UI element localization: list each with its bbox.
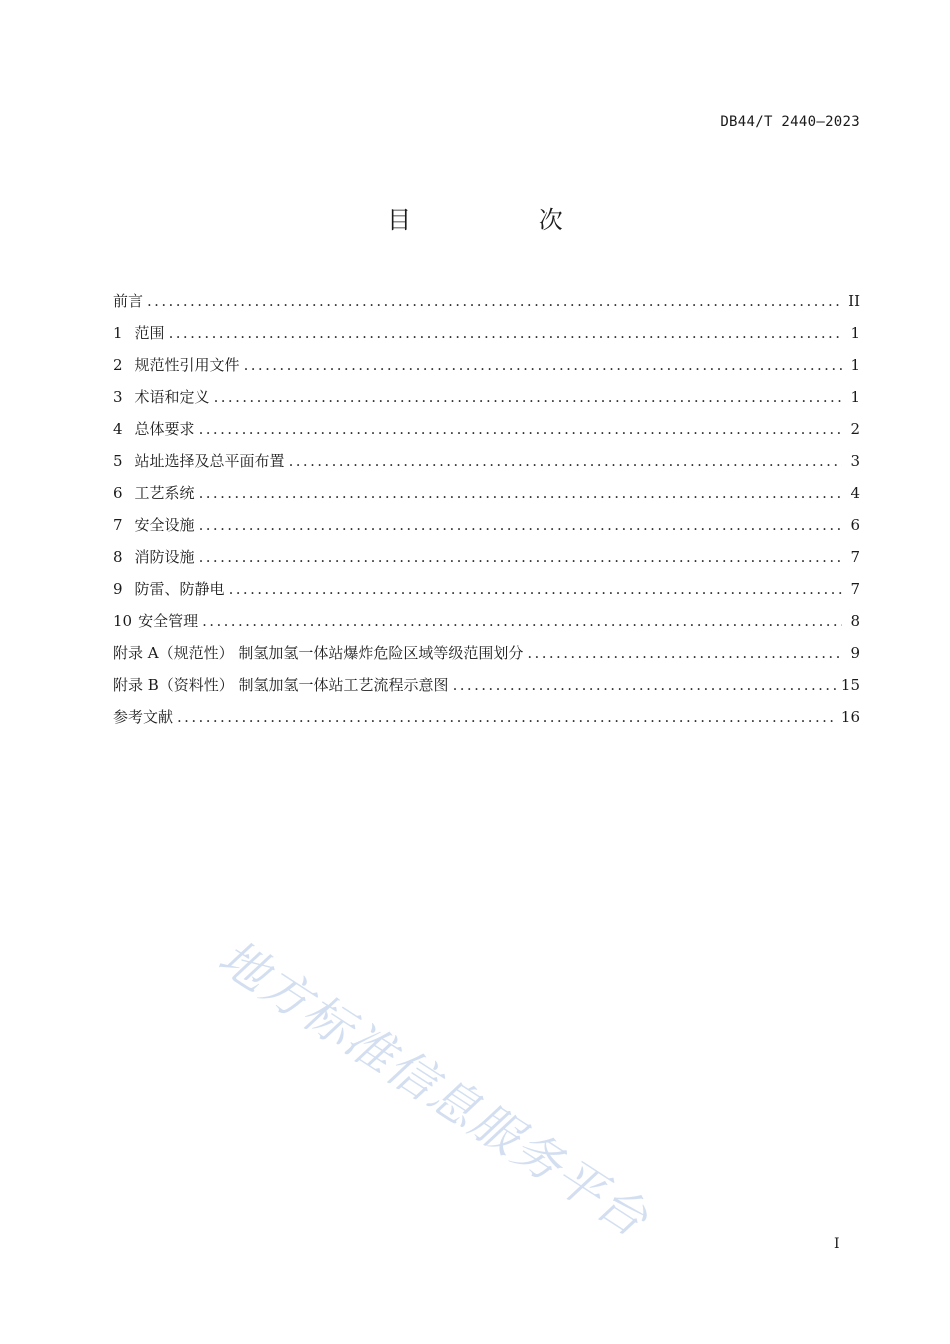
toc-entry-lightning-static[interactable] bbox=[113, 573, 860, 605]
toc-entry-normative-references[interactable] bbox=[113, 349, 860, 381]
toc-entry-page: 2 bbox=[850, 420, 860, 438]
toc-entry-number: 10 bbox=[113, 612, 133, 630]
toc-entry-process-system[interactable] bbox=[113, 477, 860, 509]
toc-entry-terms-definitions[interactable] bbox=[113, 381, 860, 413]
toc-entry-number: 8 bbox=[113, 548, 123, 566]
toc-entry-page: 7 bbox=[850, 580, 860, 598]
toc-entry-page: 16 bbox=[840, 708, 860, 726]
toc-entry-label: 参考文献 bbox=[113, 708, 174, 726]
toc-entry-appendix-a[interactable] bbox=[113, 637, 860, 669]
toc-entry-general-requirements[interactable] bbox=[113, 413, 860, 445]
toc-entry-label: 安全设施 bbox=[134, 516, 195, 534]
toc-entry-appendix-b[interactable] bbox=[113, 669, 860, 701]
toc-leader-dots bbox=[177, 701, 837, 733]
toc-entry-scope[interactable] bbox=[113, 317, 860, 349]
toc-entry-number: 7 bbox=[113, 516, 123, 534]
toc-leader-dots bbox=[453, 669, 837, 701]
toc-entry-page: 8 bbox=[850, 612, 860, 630]
toc-entry-label: 防雷、防静电 bbox=[134, 580, 225, 598]
toc-leader-dots bbox=[147, 285, 842, 317]
toc-entry-label: 消防设施 bbox=[134, 548, 195, 566]
toc-entry-page: 15 bbox=[840, 676, 860, 694]
toc-leader-dots bbox=[199, 541, 842, 573]
watermark: 地方标准信息服务平台 bbox=[208, 929, 659, 1249]
toc-leader-dots bbox=[199, 477, 842, 509]
toc-entry-number: 9 bbox=[113, 580, 123, 598]
toc-entry-number: 6 bbox=[113, 484, 123, 502]
toc-entry-label: 术语和定义 bbox=[134, 388, 210, 406]
toc-leader-dots bbox=[527, 637, 842, 669]
toc-entry-page: 6 bbox=[850, 516, 860, 534]
toc-entry-safety-facilities[interactable] bbox=[113, 509, 860, 541]
toc-entry-label: 附录 A（规范性） 制氢加氢一体站爆炸危险区域等级范围划分 bbox=[113, 644, 524, 662]
toc-entry-label: 前言 bbox=[113, 292, 144, 310]
toc-entry-page: 3 bbox=[850, 452, 860, 470]
toc-entry-label: 范围 bbox=[134, 324, 165, 342]
toc-entry-page: 7 bbox=[850, 548, 860, 566]
toc-entry-label: 规范性引用文件 bbox=[134, 356, 240, 374]
toc-entry-label: 附录 B（资料性） 制氢加氢一体站工艺流程示意图 bbox=[113, 676, 449, 694]
toc-entry-number: 1 bbox=[113, 324, 123, 342]
toc-entry-label: 总体要求 bbox=[134, 420, 195, 438]
standard-number: DB44/T 2440—2023 bbox=[720, 114, 860, 130]
page-number: I bbox=[834, 1236, 840, 1252]
toc-leader-dots bbox=[214, 381, 842, 413]
toc-entry-page: 1 bbox=[850, 324, 860, 342]
toc-leader-dots bbox=[244, 349, 842, 381]
toc-entry-page: II bbox=[848, 292, 860, 310]
toc-entry-label: 站址选择及总平面布置 bbox=[134, 452, 285, 470]
page-title: 目 次 bbox=[387, 206, 623, 234]
toc-entry-label: 安全管理 bbox=[138, 612, 199, 630]
toc-entry-page: 9 bbox=[850, 644, 860, 662]
toc-entry-fire-facilities[interactable] bbox=[113, 541, 860, 573]
toc-leader-dots bbox=[202, 605, 842, 637]
toc-entry-number: 3 bbox=[113, 388, 123, 406]
toc-entry-label: 工艺系统 bbox=[134, 484, 195, 502]
table-of-contents bbox=[113, 285, 860, 733]
toc-entry-foreword[interactable] bbox=[113, 285, 860, 317]
toc-entry-safety-management[interactable] bbox=[113, 605, 860, 637]
toc-leader-dots bbox=[169, 317, 842, 349]
toc-leader-dots bbox=[199, 509, 842, 541]
toc-entry-number: 4 bbox=[113, 420, 123, 438]
toc-entry-bibliography[interactable] bbox=[113, 701, 860, 733]
toc-entry-page: 4 bbox=[850, 484, 860, 502]
toc-leader-dots bbox=[199, 413, 842, 445]
toc-entry-site-selection[interactable] bbox=[113, 445, 860, 477]
toc-entry-page: 1 bbox=[850, 356, 860, 374]
toc-entry-number: 5 bbox=[113, 452, 123, 470]
toc-leader-dots bbox=[289, 445, 842, 477]
toc-entry-number: 2 bbox=[113, 356, 123, 374]
toc-entry-page: 1 bbox=[850, 388, 860, 406]
toc-leader-dots bbox=[229, 573, 842, 605]
